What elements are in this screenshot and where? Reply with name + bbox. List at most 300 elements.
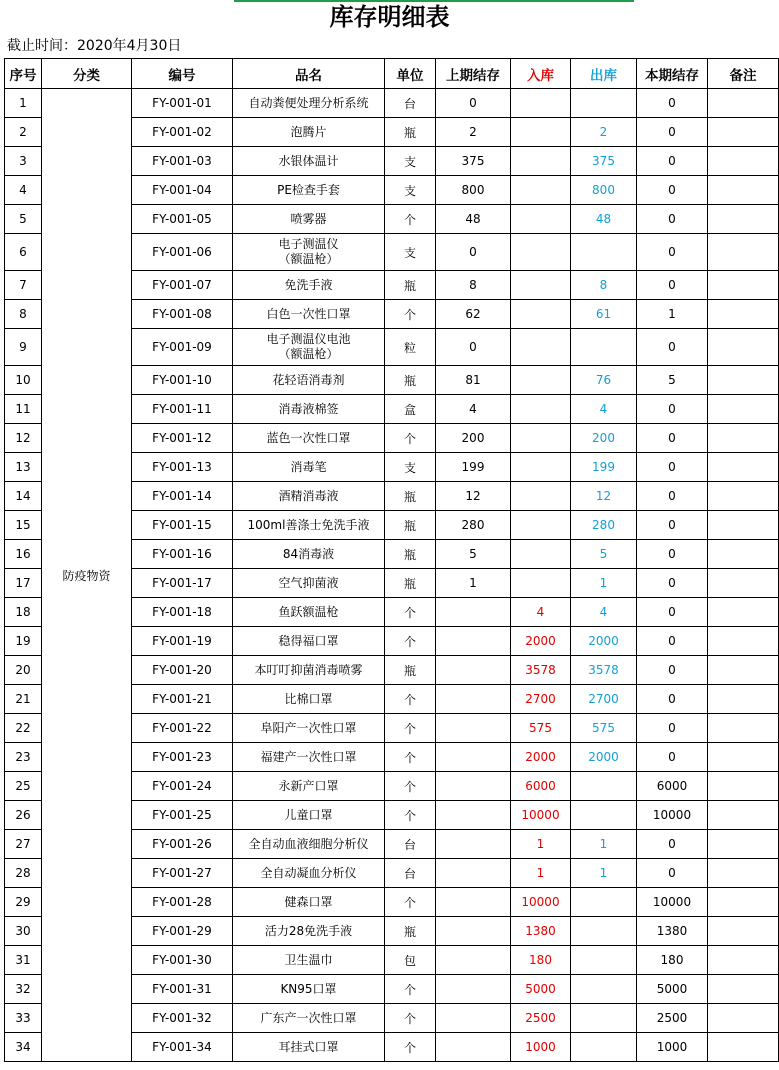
cell-code[interactable]: FY-001-25 [132,801,233,830]
cell-prev-balance[interactable] [436,975,511,1004]
cell-out[interactable]: 8 [571,271,637,300]
cell-in[interactable] [511,176,571,205]
header-note[interactable]: 备注 [708,59,779,89]
cell-end-balance[interactable]: 10000 [637,801,708,830]
cell-out[interactable]: 61 [571,300,637,329]
cell-code[interactable]: FY-001-29 [132,917,233,946]
cell-note[interactable] [708,685,779,714]
cell-name[interactable]: 全自动凝血分析仪 [233,859,385,888]
cell-out[interactable]: 48 [571,205,637,234]
cell-end-balance[interactable]: 6000 [637,772,708,801]
cell-in[interactable]: 1 [511,830,571,859]
cell-unit[interactable]: 包 [385,946,436,975]
cell-code[interactable]: FY-001-04 [132,176,233,205]
header-code[interactable]: 编号 [132,59,233,89]
cell-end-balance[interactable]: 0 [637,714,708,743]
cell-code[interactable]: FY-001-17 [132,569,233,598]
cell-name[interactable]: 蓝色一次性口罩 [233,424,385,453]
cell-out[interactable]: 1 [571,830,637,859]
cell-code[interactable]: FY-001-08 [132,300,233,329]
cell-prev-balance[interactable]: 0 [436,329,511,366]
cell-out[interactable]: 800 [571,176,637,205]
cell-end-balance[interactable]: 0 [637,118,708,147]
cell-end-balance[interactable]: 5000 [637,975,708,1004]
cell-out[interactable] [571,89,637,118]
cell-end-balance[interactable]: 1380 [637,917,708,946]
cell-name[interactable]: 电子测温仪 （额温枪） [233,234,385,271]
cell-in[interactable] [511,424,571,453]
cell-code[interactable]: FY-001-02 [132,118,233,147]
cell-end-balance[interactable]: 2500 [637,1004,708,1033]
cell-in[interactable] [511,482,571,511]
cell-prev-balance[interactable] [436,772,511,801]
cell-no[interactable]: 6 [5,234,42,271]
cell-name[interactable]: 儿童口罩 [233,801,385,830]
cell-prev-balance[interactable] [436,946,511,975]
cell-note[interactable] [708,366,779,395]
cell-code[interactable]: FY-001-07 [132,271,233,300]
cell-unit[interactable]: 瓶 [385,656,436,685]
cell-in[interactable]: 180 [511,946,571,975]
cell-out[interactable] [571,329,637,366]
cell-end-balance[interactable]: 1000 [637,1033,708,1062]
cell-out[interactable] [571,772,637,801]
cell-category[interactable]: 防疫物资 [42,89,132,1062]
cell-prev-balance[interactable] [436,656,511,685]
cell-unit[interactable]: 瓶 [385,569,436,598]
cell-in[interactable]: 4 [511,598,571,627]
cell-unit[interactable]: 个 [385,627,436,656]
cell-code[interactable]: FY-001-05 [132,205,233,234]
cell-end-balance[interactable]: 0 [637,656,708,685]
cell-no[interactable]: 32 [5,975,42,1004]
cell-unit[interactable]: 瓶 [385,271,436,300]
cell-in[interactable] [511,300,571,329]
cell-no[interactable]: 5 [5,205,42,234]
cell-no[interactable]: 2 [5,118,42,147]
cell-unit[interactable]: 个 [385,975,436,1004]
cell-unit[interactable]: 个 [385,685,436,714]
cell-out[interactable] [571,801,637,830]
cell-out[interactable]: 199 [571,453,637,482]
cell-prev-balance[interactable]: 200 [436,424,511,453]
cell-note[interactable] [708,946,779,975]
cell-prev-balance[interactable]: 0 [436,89,511,118]
cell-code[interactable]: FY-001-34 [132,1033,233,1062]
cell-note[interactable] [708,329,779,366]
cell-name[interactable]: 永新产口罩 [233,772,385,801]
cell-in[interactable] [511,453,571,482]
cell-code[interactable]: FY-001-16 [132,540,233,569]
cell-no[interactable]: 8 [5,300,42,329]
cell-no[interactable]: 34 [5,1033,42,1062]
cell-no[interactable]: 23 [5,743,42,772]
cell-no[interactable]: 20 [5,656,42,685]
cell-code[interactable]: FY-001-21 [132,685,233,714]
cell-unit[interactable]: 个 [385,772,436,801]
cell-out[interactable]: 200 [571,424,637,453]
cell-no[interactable]: 30 [5,917,42,946]
cell-out[interactable] [571,946,637,975]
cell-no[interactable]: 17 [5,569,42,598]
cell-unit[interactable]: 个 [385,205,436,234]
cell-code[interactable]: FY-001-22 [132,714,233,743]
header-unit[interactable]: 单位 [385,59,436,89]
cell-in[interactable] [511,511,571,540]
cell-name[interactable]: 鱼跃额温枪 [233,598,385,627]
cell-name[interactable]: 泡腾片 [233,118,385,147]
header-out[interactable]: 出库 [571,59,637,89]
cell-in[interactable]: 10000 [511,888,571,917]
cell-name[interactable]: 电子测温仪电池 （额温枪） [233,329,385,366]
header-category[interactable]: 分类 [42,59,132,89]
cell-no[interactable]: 28 [5,859,42,888]
cell-no[interactable]: 7 [5,271,42,300]
cell-prev-balance[interactable]: 800 [436,176,511,205]
cell-code[interactable]: FY-001-32 [132,1004,233,1033]
cell-in[interactable]: 1380 [511,917,571,946]
cell-out[interactable]: 375 [571,147,637,176]
cell-no[interactable]: 11 [5,395,42,424]
cell-note[interactable] [708,598,779,627]
cell-note[interactable] [708,424,779,453]
cell-unit[interactable]: 个 [385,1004,436,1033]
cell-unit[interactable]: 个 [385,714,436,743]
cell-out[interactable]: 2000 [571,743,637,772]
cell-code[interactable]: FY-001-09 [132,329,233,366]
cell-out[interactable]: 575 [571,714,637,743]
cell-out[interactable]: 76 [571,366,637,395]
cell-note[interactable] [708,234,779,271]
cell-no[interactable]: 14 [5,482,42,511]
cell-name[interactable]: 本叮叮抑菌消毒喷雾 [233,656,385,685]
cell-prev-balance[interactable] [436,801,511,830]
cell-no[interactable]: 3 [5,147,42,176]
cell-in[interactable] [511,89,571,118]
cell-no[interactable]: 15 [5,511,42,540]
cell-name[interactable]: 广东产一次性口罩 [233,1004,385,1033]
cell-unit[interactable]: 个 [385,598,436,627]
cell-name[interactable]: 空气抑菌液 [233,569,385,598]
cell-unit[interactable]: 瓶 [385,511,436,540]
cell-no[interactable]: 12 [5,424,42,453]
cell-out[interactable] [571,1033,637,1062]
cell-end-balance[interactable]: 0 [637,395,708,424]
cell-prev-balance[interactable]: 0 [436,234,511,271]
cell-in[interactable]: 3578 [511,656,571,685]
cell-unit[interactable]: 支 [385,453,436,482]
cell-prev-balance[interactable]: 2 [436,118,511,147]
cell-code[interactable]: FY-001-10 [132,366,233,395]
cell-prev-balance[interactable]: 8 [436,271,511,300]
cell-unit[interactable]: 台 [385,830,436,859]
cell-name[interactable]: 健森口罩 [233,888,385,917]
cell-code[interactable]: FY-001-01 [132,89,233,118]
cell-no[interactable]: 26 [5,801,42,830]
cell-prev-balance[interactable] [436,627,511,656]
cell-name[interactable]: 稳得福口罩 [233,627,385,656]
cell-no[interactable]: 21 [5,685,42,714]
cell-note[interactable] [708,627,779,656]
cell-name[interactable]: 84消毒液 [233,540,385,569]
cell-code[interactable]: FY-001-30 [132,946,233,975]
cell-name[interactable]: KN95口罩 [233,975,385,1004]
cell-name[interactable]: 酒精消毒液 [233,482,385,511]
cell-no[interactable]: 22 [5,714,42,743]
cell-prev-balance[interactable]: 199 [436,453,511,482]
cell-prev-balance[interactable] [436,714,511,743]
cell-note[interactable] [708,89,779,118]
cell-in[interactable] [511,540,571,569]
cell-unit[interactable]: 支 [385,176,436,205]
cell-no[interactable]: 4 [5,176,42,205]
cell-unit[interactable]: 个 [385,743,436,772]
cell-end-balance[interactable]: 0 [637,147,708,176]
cell-no[interactable]: 9 [5,329,42,366]
cell-unit[interactable]: 瓶 [385,482,436,511]
cell-in[interactable] [511,147,571,176]
cell-out[interactable] [571,888,637,917]
cell-prev-balance[interactable] [436,1004,511,1033]
cell-end-balance[interactable]: 0 [637,453,708,482]
cell-code[interactable]: FY-001-23 [132,743,233,772]
cell-unit[interactable]: 个 [385,300,436,329]
cell-prev-balance[interactable] [436,598,511,627]
cell-note[interactable] [708,656,779,685]
cell-out[interactable]: 5 [571,540,637,569]
cell-name[interactable]: 消毒液棉签 [233,395,385,424]
cell-name[interactable]: 福建产一次性口罩 [233,743,385,772]
cell-unit[interactable]: 盒 [385,395,436,424]
cell-end-balance[interactable]: 0 [637,569,708,598]
cell-in[interactable]: 2700 [511,685,571,714]
cell-unit[interactable]: 台 [385,89,436,118]
cell-code[interactable]: FY-001-31 [132,975,233,1004]
cell-note[interactable] [708,118,779,147]
cell-end-balance[interactable]: 0 [637,598,708,627]
cell-code[interactable]: FY-001-20 [132,656,233,685]
cell-end-balance[interactable]: 0 [637,234,708,271]
cell-note[interactable] [708,147,779,176]
cell-in[interactable]: 575 [511,714,571,743]
header-no[interactable]: 序号 [5,59,42,89]
cell-no[interactable]: 1 [5,89,42,118]
cell-in[interactable]: 1000 [511,1033,571,1062]
cell-prev-balance[interactable]: 81 [436,366,511,395]
cell-prev-balance[interactable] [436,685,511,714]
cell-code[interactable]: FY-001-03 [132,147,233,176]
cell-note[interactable] [708,772,779,801]
cell-unit[interactable]: 台 [385,859,436,888]
cell-out[interactable] [571,1004,637,1033]
cell-out[interactable]: 2700 [571,685,637,714]
cell-name[interactable]: 花轻语消毒剂 [233,366,385,395]
cell-prev-balance[interactable] [436,917,511,946]
cell-no[interactable]: 16 [5,540,42,569]
cell-out[interactable]: 4 [571,598,637,627]
cell-note[interactable] [708,1004,779,1033]
cell-unit[interactable]: 瓶 [385,540,436,569]
cell-end-balance[interactable]: 0 [637,424,708,453]
cell-code[interactable]: FY-001-28 [132,888,233,917]
cell-no[interactable]: 27 [5,830,42,859]
cell-unit[interactable]: 支 [385,234,436,271]
cell-code[interactable]: FY-001-24 [132,772,233,801]
cell-note[interactable] [708,917,779,946]
cell-note[interactable] [708,540,779,569]
cell-in[interactable]: 2000 [511,743,571,772]
cell-code[interactable]: FY-001-13 [132,453,233,482]
cell-name[interactable]: 活力28免洗手液 [233,917,385,946]
cell-end-balance[interactable]: 0 [637,743,708,772]
cell-in[interactable] [511,118,571,147]
cell-end-balance[interactable]: 0 [637,205,708,234]
cell-out[interactable]: 12 [571,482,637,511]
cell-prev-balance[interactable]: 4 [436,395,511,424]
cell-prev-balance[interactable]: 1 [436,569,511,598]
cell-prev-balance[interactable]: 5 [436,540,511,569]
cell-out[interactable] [571,234,637,271]
cell-name[interactable]: 白色一次性口罩 [233,300,385,329]
cell-in[interactable] [511,271,571,300]
cell-note[interactable] [708,1033,779,1062]
cell-in[interactable] [511,569,571,598]
cell-name[interactable]: 水银体温计 [233,147,385,176]
cell-prev-balance[interactable] [436,888,511,917]
cell-note[interactable] [708,395,779,424]
cell-prev-balance[interactable] [436,859,511,888]
cell-code[interactable]: FY-001-11 [132,395,233,424]
cell-code[interactable]: FY-001-18 [132,598,233,627]
cell-unit[interactable]: 个 [385,888,436,917]
cell-note[interactable] [708,975,779,1004]
cell-no[interactable]: 33 [5,1004,42,1033]
cell-no[interactable]: 10 [5,366,42,395]
cell-end-balance[interactable]: 10000 [637,888,708,917]
cell-in[interactable] [511,234,571,271]
cell-name[interactable]: 比棉口罩 [233,685,385,714]
cell-note[interactable] [708,801,779,830]
cell-end-balance[interactable]: 0 [637,89,708,118]
cell-end-balance[interactable]: 0 [637,511,708,540]
cell-prev-balance[interactable]: 280 [436,511,511,540]
cell-prev-balance[interactable]: 62 [436,300,511,329]
cell-no[interactable]: 29 [5,888,42,917]
cell-note[interactable] [708,830,779,859]
cell-end-balance[interactable]: 0 [637,329,708,366]
cell-end-balance[interactable]: 0 [637,482,708,511]
cell-out[interactable] [571,917,637,946]
cell-no[interactable]: 13 [5,453,42,482]
cell-in[interactable]: 10000 [511,801,571,830]
cell-in[interactable] [511,395,571,424]
cell-unit[interactable]: 个 [385,424,436,453]
cell-end-balance[interactable]: 0 [637,830,708,859]
cell-out[interactable]: 2 [571,118,637,147]
cell-unit[interactable]: 粒 [385,329,436,366]
cell-unit[interactable]: 个 [385,801,436,830]
cell-unit[interactable]: 瓶 [385,917,436,946]
cell-end-balance[interactable]: 0 [637,627,708,656]
cell-in[interactable]: 1 [511,859,571,888]
cell-note[interactable] [708,300,779,329]
cell-unit[interactable]: 支 [385,147,436,176]
cell-out[interactable]: 1 [571,569,637,598]
cell-code[interactable]: FY-001-26 [132,830,233,859]
cell-in[interactable] [511,329,571,366]
cell-unit[interactable]: 瓶 [385,366,436,395]
cell-name[interactable]: PE检查手套 [233,176,385,205]
cell-note[interactable] [708,453,779,482]
cell-no[interactable]: 18 [5,598,42,627]
cell-code[interactable]: FY-001-15 [132,511,233,540]
cell-out[interactable]: 280 [571,511,637,540]
cell-no[interactable]: 25 [5,772,42,801]
cell-code[interactable]: FY-001-19 [132,627,233,656]
cell-end-balance[interactable]: 5 [637,366,708,395]
cell-note[interactable] [708,714,779,743]
cell-unit[interactable]: 瓶 [385,118,436,147]
cell-note[interactable] [708,271,779,300]
cell-no[interactable]: 19 [5,627,42,656]
header-in[interactable]: 入库 [511,59,571,89]
cell-end-balance[interactable]: 0 [637,271,708,300]
cell-note[interactable] [708,859,779,888]
cell-in[interactable] [511,366,571,395]
cell-name[interactable]: 免洗手液 [233,271,385,300]
header-end-balance[interactable]: 本期结存 [637,59,708,89]
cell-note[interactable] [708,569,779,598]
cell-code[interactable]: FY-001-27 [132,859,233,888]
cell-prev-balance[interactable] [436,1033,511,1062]
cell-end-balance[interactable]: 1 [637,300,708,329]
cell-prev-balance[interactable]: 12 [436,482,511,511]
cell-name[interactable]: 消毒笔 [233,453,385,482]
cell-end-balance[interactable]: 180 [637,946,708,975]
cell-code[interactable]: FY-001-06 [132,234,233,271]
cell-out[interactable]: 3578 [571,656,637,685]
cell-out[interactable]: 1 [571,859,637,888]
cell-end-balance[interactable]: 0 [637,685,708,714]
header-prev-balance[interactable]: 上期结存 [436,59,511,89]
cell-note[interactable] [708,205,779,234]
cell-no[interactable]: 31 [5,946,42,975]
cell-out[interactable]: 4 [571,395,637,424]
cell-code[interactable]: FY-001-14 [132,482,233,511]
cell-out[interactable]: 2000 [571,627,637,656]
cell-note[interactable] [708,888,779,917]
cell-prev-balance[interactable] [436,830,511,859]
cell-code[interactable]: FY-001-12 [132,424,233,453]
cell-unit[interactable]: 个 [385,1033,436,1062]
header-name[interactable]: 品名 [233,59,385,89]
cell-end-balance[interactable]: 0 [637,176,708,205]
cell-name[interactable]: 喷雾器 [233,205,385,234]
cell-note[interactable] [708,176,779,205]
cell-in[interactable]: 5000 [511,975,571,1004]
cell-in[interactable] [511,205,571,234]
cell-prev-balance[interactable] [436,743,511,772]
cell-note[interactable] [708,511,779,540]
cell-name[interactable]: 卫生温巾 [233,946,385,975]
cell-end-balance[interactable]: 0 [637,540,708,569]
cell-end-balance[interactable]: 0 [637,859,708,888]
cell-name[interactable]: 自动粪便处理分析系统 [233,89,385,118]
cell-note[interactable] [708,743,779,772]
cell-name[interactable]: 100ml善涤士免洗手液 [233,511,385,540]
cell-out[interactable] [571,975,637,1004]
cell-name[interactable]: 耳挂式口罩 [233,1033,385,1062]
